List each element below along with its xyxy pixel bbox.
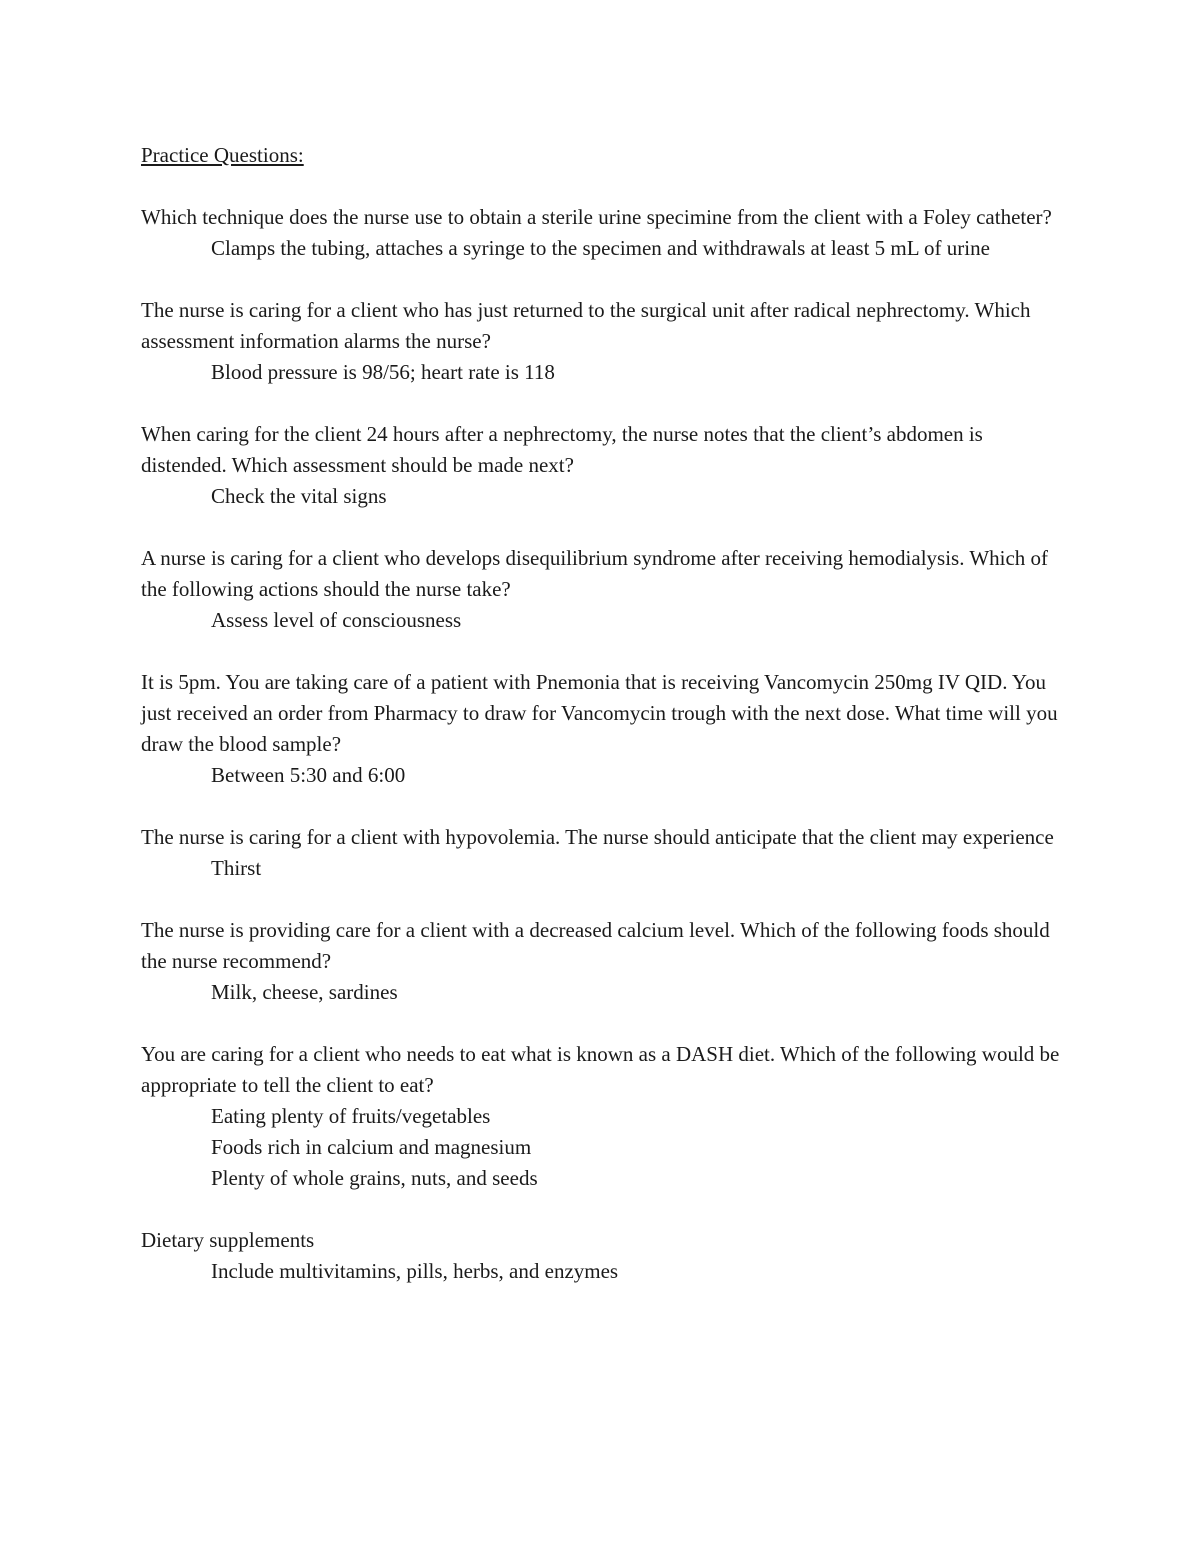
question-text: The nurse is caring for a client with hypovolemia. The nurse should anticipate that the client may experience: [141, 825, 1054, 849]
question-text: When caring for the client 24 hours after a nephrectomy, the nurse notes that the client’s abdomen is distended. Which assessment should be made next?: [141, 422, 983, 477]
answer-text: Eating plenty of fruits/vegetables: [211, 1104, 491, 1128]
page-title: Practice Questions:: [141, 143, 304, 167]
document-body: [141, 140, 1071, 1318]
question-text: The nurse is providing care for a client with a decreased calcium level. Which of the following foods should the nurse recommend?: [141, 918, 1050, 973]
answer-text: Foods rich in calcium and magnesium: [211, 1135, 532, 1159]
answer-text: Include multivitamins, pills, herbs, and enzymes: [211, 1259, 619, 1283]
question-text: A nurse is caring for a client who develops disequilibrium syndrome after receiving hemodialysis. Which of the following actions should the nurse take?: [141, 546, 1049, 601]
answer-text: Clamps the tubing, attaches a syringe to the specimen and withdrawals at least 5 mL of urine: [211, 236, 990, 260]
question-text: Which technique does the nurse use to obtain a sterile urine specimine from the client with a Foley catheter?: [141, 205, 1052, 229]
question-text: You are caring for a client who needs to eat what is known as a DASH diet. Which of the following would be appropriate to tell the client to eat?: [141, 1042, 1060, 1097]
question-text: The nurse is caring for a client who has just returned to the surgical unit after radical nephrectomy. Which assessment information alarms the nurse?: [141, 298, 1031, 353]
question-block: [141, 1039, 1071, 1194]
question-block: [141, 419, 1071, 512]
answer-text: Plenty of whole grains, nuts, and seeds: [211, 1166, 538, 1190]
answer-text: Check the vital signs: [211, 484, 387, 508]
question-block: [141, 543, 1071, 636]
question-block: [141, 1225, 1071, 1287]
question-block: [141, 202, 1071, 264]
question-block: [141, 295, 1071, 388]
question-text: It is 5pm. You are taking care of a patient with Pnemonia that is receiving Vancomycin 250mg IV QID. You just received an order from Pharmacy to draw for Vancomycin trough with the next dose. What time will you draw the blood sample?: [141, 670, 1058, 756]
answer-text: Between 5:30 and 6:00: [211, 763, 406, 787]
question-block: [141, 667, 1071, 791]
answer-text: Assess level of consciousness: [211, 608, 462, 632]
answer-text: Milk, cheese, sardines: [211, 980, 398, 1004]
question-text: Dietary supplements: [141, 1228, 315, 1252]
question-block: [141, 915, 1071, 1008]
answer-text: Thirst: [211, 856, 262, 880]
question-block: [141, 822, 1071, 884]
answer-text: Blood pressure is 98/56; heart rate is 118: [211, 360, 555, 384]
